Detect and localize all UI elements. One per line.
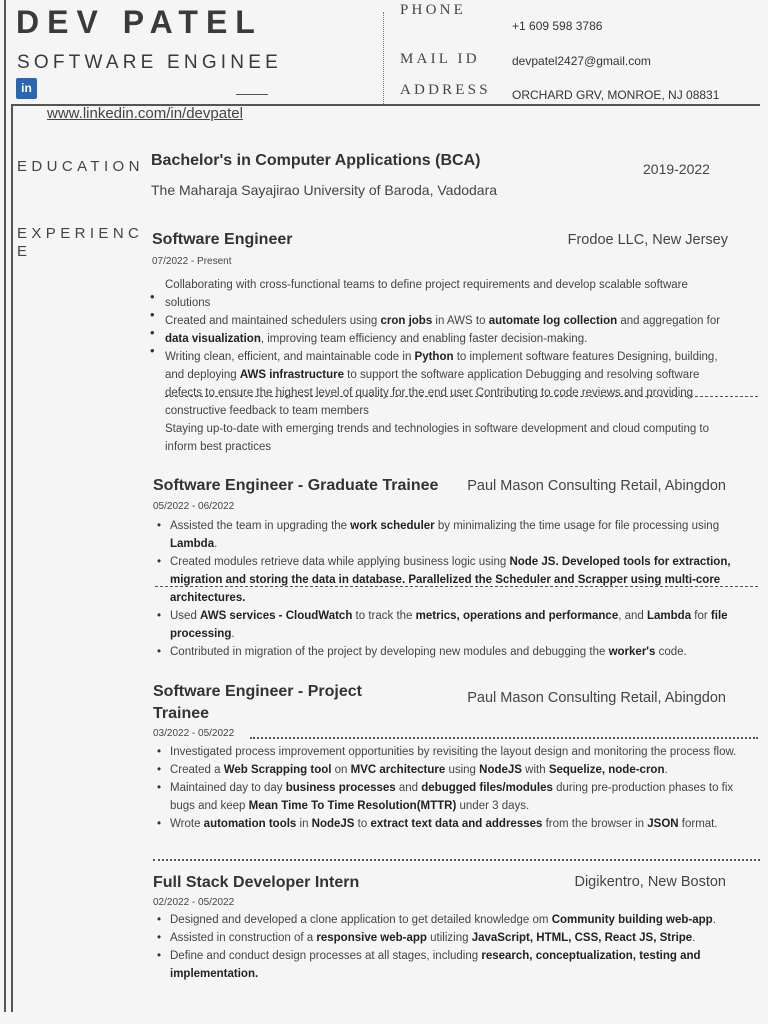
header-vertical-divider <box>383 12 384 104</box>
job-1-bullet-1: Collaborating with cross-functional teams to define project requirements and develop scalable software solutions <box>165 279 688 309</box>
job-2-dates: 05/2022 - 06/2022 <box>153 501 235 512</box>
job-4-bullet-2: • Assisted in construction of a responsive web-app utilizing JavaScript, HTML, CSS, React JS, Stripe. <box>153 929 741 947</box>
left-border-line <box>4 0 6 1012</box>
phone-label: PHONE <box>400 2 467 18</box>
job-1-bullet-3: Writing clean, efficient, and maintainable code in Python to implement software features Designing, building, and deploying AWS infrastructure to support the software application Debugging and resolving software defects to ensure the highest level of quality for the end user Contributing to code reviews and providing constructive feedback to team members <box>165 351 718 417</box>
address-value: ORCHARD GRV, MONROE, NJ 08831 <box>512 88 720 102</box>
linkedin-link[interactable]: www.linkedin.com/in/devpatel <box>47 105 243 122</box>
job-4-title: Full Stack Developer Intern <box>153 874 360 891</box>
separator-line-2 <box>155 586 758 587</box>
job-1-company: Frodoe LLC, New Jersey <box>567 232 728 248</box>
education-years: 2019-2022 <box>643 161 710 177</box>
job-1-bullet-2: Created and maintained schedulers using cron jobs in AWS to automate log collection and aggregation for data visualization, improving team efficiency and enabling faster decision-making. <box>165 315 721 345</box>
job-3-bullet-2: • Created a Web Scrapping tool on MVC architecture using NodeJS with Sequelize, node-cron. <box>153 761 743 779</box>
candidate-role: SOFTWARE ENGINEE <box>17 52 282 73</box>
candidate-name: DEV PATEL <box>16 4 263 40</box>
job-1-title: Software Engineer <box>152 231 293 248</box>
job-3-bullet-1: • Investigated process improvement opportunities by revisiting the layout design and monitoring the process flow. <box>153 743 743 761</box>
job-1-bullet-4: Staying up-to-date with emerging trends and technologies in software development and cloud computing to inform best practices <box>165 423 710 453</box>
job-3-bullet-4: • Wrote automation tools in NodeJS to extract text data and addresses from the browser in JSON format. <box>153 815 743 833</box>
experience-label-line2: E <box>17 243 32 260</box>
job-4-company: Digikentro, New Boston <box>574 874 726 890</box>
education-section-label: EDUCATION <box>17 158 144 175</box>
education-university: The Maharaja Sayajirao University of Baroda, Vadodara <box>151 182 498 198</box>
separator-line-4 <box>153 859 760 861</box>
job-4-bullets <box>153 911 741 983</box>
mail-value[interactable]: devpatel2427@gmail.com <box>512 54 651 68</box>
phone-value: +1 609 598 3786 <box>512 19 603 33</box>
job-1-dates: 07/2022 - Present <box>152 256 232 267</box>
job-1-bullets <box>165 276 725 456</box>
job-2-bullet-3: • Used AWS services - CloudWatch to track the metrics, operations and performance, and Lambda for file processing. <box>153 607 741 643</box>
inner-left-border-line <box>11 104 13 1012</box>
experience-section-label <box>17 225 144 261</box>
job-2-title: Software Engineer - Graduate Trainee <box>153 477 439 494</box>
job-3-bullet-3: • Maintained day to day business processes and debugged files/modules during pre-production phases to fix bugs and keep Mean Time To Time Resolution(MTTR) under 3 days. <box>153 779 743 815</box>
job-2-bullets <box>153 517 741 661</box>
job-3-dates: 03/2022 - 05/2022 <box>153 728 235 739</box>
mail-label: MAIL ID <box>400 51 480 67</box>
job-2-bullet-1: • Assisted the team in upgrading the work scheduler by minimalizing the time usage for file processing using Lambda. <box>153 517 741 553</box>
job-2-company: Paul Mason Consulting Retail, Abingdon <box>467 478 726 494</box>
separator-line-3 <box>250 737 758 739</box>
job-3-company: Paul Mason Consulting Retail, Abingdon <box>467 690 726 706</box>
address-label: ADDRESS <box>400 82 491 98</box>
job-2-bullet-4: • Contributed in migration of the project by developing new modules and debugging the worker's code. <box>153 643 741 661</box>
linkedin-icon[interactable]: in <box>16 78 37 99</box>
job-1-bullet-markers: • • • • <box>150 289 155 358</box>
job-4-bullet-3: • Define and conduct design processes at all stages, including research, conceptualization, testing and implementation. <box>153 947 741 983</box>
job-4-bullet-1: • Designed and developed a clone application to get detailed knowledge om Community building web-app. <box>153 911 741 929</box>
job-3-title: Software Engineer - Project Trainee <box>153 683 362 722</box>
decorative-underline <box>236 94 268 95</box>
job-3-bullets <box>153 743 743 833</box>
separator-line-1 <box>165 396 758 397</box>
education-degree: Bachelor's in Computer Applications (BCA) <box>151 152 481 169</box>
job-2-bullet-2: • Created modules retrieve data while applying business logic using Node JS. Developed tools for extraction, migration and storing the data in database. Parallelized the Scheduler and Scrapper using multi-core architectures. <box>153 553 741 607</box>
experience-label-line1: EXPERIENC <box>17 225 144 242</box>
job-4-dates: 02/2022 - 05/2022 <box>153 897 235 908</box>
